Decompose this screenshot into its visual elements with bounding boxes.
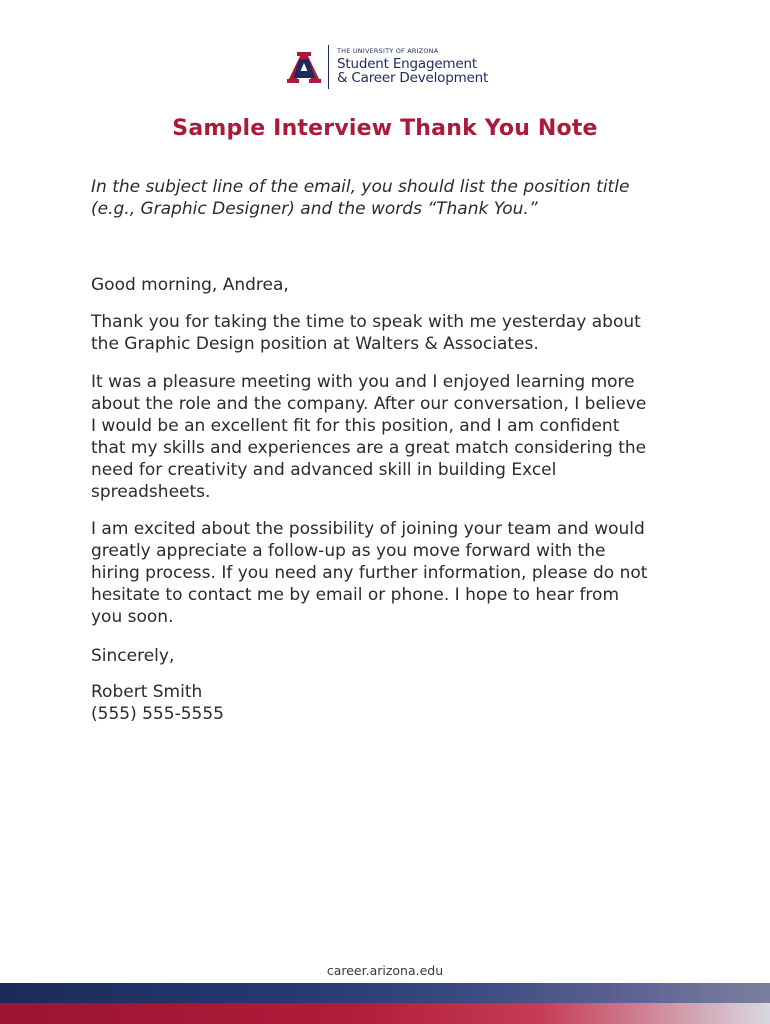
paragraph-3: [91, 518, 741, 628]
footer-url: career.arizona.edu: [326, 963, 444, 978]
paragraph-1: [91, 311, 741, 355]
intro-line: (e.g., Graphic Designer) and the words “Thank You.”: [91, 199, 538, 219]
paragraph-line: Thank you for taking the time to speak with me yesterday about: [91, 312, 641, 332]
signature: [91, 681, 741, 725]
paragraph-line: greatly appreciate a follow-up as you move forward with the: [91, 541, 606, 561]
paragraph-line: It was a pleasure meeting with you and I enjoyed learning more: [91, 372, 635, 392]
footer-bar: [0, 983, 770, 1003]
paragraph-2: [91, 371, 741, 503]
department-line-2: & Career Development: [337, 70, 489, 87]
logo-divider: [328, 45, 329, 89]
paragraph-line: I would be an excellent fit for this position, and I am confident: [91, 416, 620, 436]
page-title: Sample Interview Thank You Note: [172, 116, 598, 141]
greeting: Good morning, Andrea,: [91, 275, 289, 295]
department-line-1: Student Engagement: [337, 56, 477, 73]
closing: Sincerely,: [91, 646, 175, 666]
paragraph-line: hiring process. If you need any further information, please do not: [91, 563, 648, 583]
footer-stripe: [0, 1003, 770, 1024]
intro-line: In the subject line of the email, you should list the position title: [91, 177, 630, 197]
paragraph-line: you soon.: [91, 607, 174, 627]
block-a-logo-icon: [286, 50, 322, 84]
paragraph-line: the Graphic Design position at Walters & Associates.: [91, 334, 539, 354]
department-name: [337, 48, 488, 85]
paragraph-line: need for creativity and advanced skill in building Excel: [91, 460, 557, 480]
university-name: THE UNIVERSITY OF ARIZONA: [337, 47, 439, 56]
paragraph-line: spreadsheets.: [91, 482, 211, 502]
signature-phone: (555) 555-5555: [91, 704, 224, 724]
paragraph-line: that my skills and experiences are a great match considering the: [91, 438, 647, 458]
paragraph-line: about the role and the company. After our conversation, I believe: [91, 394, 647, 414]
signature-name: Robert Smith: [91, 682, 203, 702]
header-logo: [286, 42, 488, 92]
intro-instruction: [91, 176, 731, 220]
paragraph-line: I am excited about the possibility of joining your team and would: [91, 519, 645, 539]
paragraph-line: hesitate to contact me by email or phone. I hope to hear from: [91, 585, 620, 605]
